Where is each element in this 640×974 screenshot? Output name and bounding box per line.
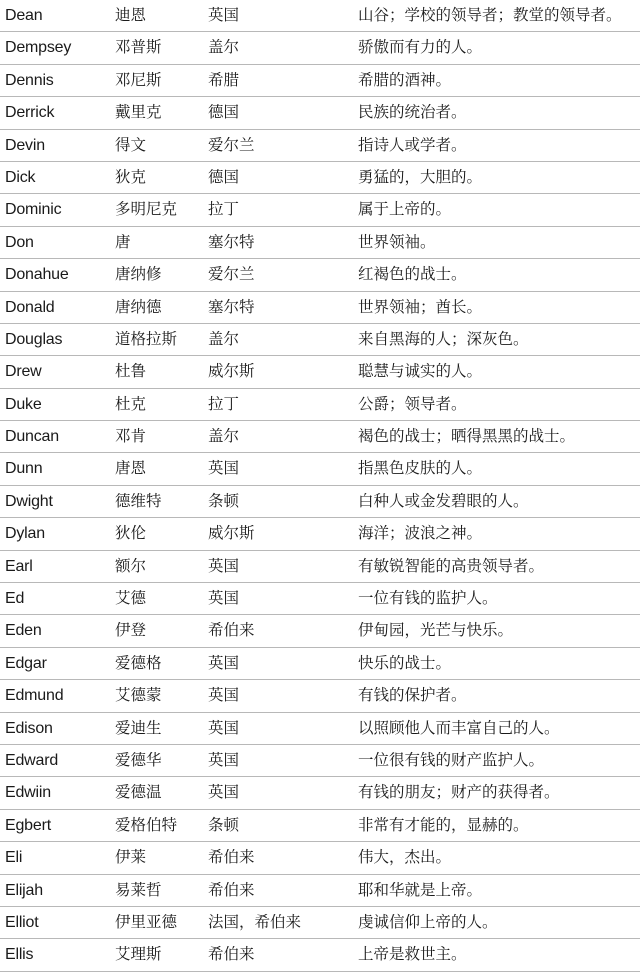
english-name-cell: Dennis — [5, 71, 54, 89]
origin-cell: 条顿 — [208, 815, 240, 834]
chinese-name-cell: 艾德蒙 — [115, 686, 162, 705]
meaning-cell: 指黑色皮肤的人。 — [358, 459, 483, 478]
origin-cell: 英国 — [208, 589, 240, 608]
english-name-cell: Derrick — [5, 104, 55, 122]
table-row — [0, 875, 640, 907]
table-row — [0, 680, 640, 712]
english-name-cell: Edwiin — [5, 784, 51, 802]
english-name-cell: Earl — [5, 557, 33, 575]
origin-cell: 英国 — [208, 718, 240, 737]
table-row — [0, 518, 640, 550]
meaning-cell: 勇猛的，大胆的。 — [358, 167, 483, 186]
origin-cell: 法国，希伯来 — [208, 912, 302, 931]
origin-cell: 英国 — [208, 459, 240, 478]
origin-cell: 条顿 — [208, 491, 240, 510]
chinese-name-cell: 邓尼斯 — [115, 70, 162, 89]
meaning-cell: 有敏锐智能的高贵领导者。 — [358, 556, 545, 575]
table-row — [0, 777, 640, 809]
chinese-name-cell: 伊登 — [115, 621, 147, 640]
table-row — [0, 842, 640, 874]
english-name-cell: Egbert — [5, 816, 51, 834]
chinese-name-cell: 多明尼克 — [115, 200, 178, 219]
meaning-cell: 骄傲而有力的人。 — [358, 38, 483, 57]
english-name-cell: Don — [5, 233, 34, 251]
table-row — [0, 130, 640, 162]
chinese-name-cell: 爱德格 — [115, 653, 162, 672]
chinese-name-cell: 艾理斯 — [115, 945, 162, 964]
english-name-cell: Dick — [5, 168, 36, 186]
english-name-cell: Edward — [5, 751, 59, 769]
table-row — [0, 389, 640, 421]
chinese-name-cell: 爱德华 — [115, 750, 162, 769]
meaning-cell: 海洋；波浪之神。 — [358, 524, 483, 543]
origin-cell: 希伯来 — [208, 621, 255, 640]
meaning-cell: 有钱的朋友；财产的获得者。 — [358, 783, 560, 802]
meaning-cell: 世界领袖；酋长。 — [358, 297, 483, 316]
english-name-cell: Duke — [5, 395, 42, 413]
english-name-cell: Devin — [5, 136, 45, 154]
chinese-name-cell: 唐纳修 — [115, 265, 162, 284]
table-row — [0, 939, 640, 971]
meaning-cell: 公爵；领导者。 — [358, 394, 467, 413]
table-row — [0, 97, 640, 129]
chinese-name-cell: 狄克 — [115, 167, 147, 186]
meaning-cell: 希腊的酒神。 — [358, 70, 452, 89]
origin-cell: 希伯来 — [208, 848, 255, 867]
meaning-cell: 褐色的战士；晒得黑黑的战士。 — [358, 427, 576, 446]
origin-cell: 拉丁 — [208, 200, 240, 219]
english-name-cell: Dwight — [5, 492, 53, 510]
english-name-cell: Edgar — [5, 654, 47, 672]
meaning-cell: 快乐的战士。 — [358, 653, 452, 672]
origin-cell: 德国 — [208, 167, 240, 186]
table-row — [0, 486, 640, 518]
table-row — [0, 162, 640, 194]
meaning-cell: 一位有钱的监护人。 — [358, 589, 498, 608]
chinese-name-cell: 唐恩 — [115, 459, 147, 478]
chinese-name-cell: 爱德温 — [115, 783, 162, 802]
meaning-cell: 伊甸园，光芒与快乐。 — [358, 621, 514, 640]
english-name-cell: Drew — [5, 363, 42, 381]
chinese-name-cell: 邓普斯 — [115, 38, 162, 57]
chinese-name-cell: 艾德 — [115, 589, 147, 608]
chinese-name-cell: 伊莱 — [115, 848, 147, 867]
english-name-cell: Edison — [5, 719, 53, 737]
english-name-cell: Dylan — [5, 525, 45, 543]
meaning-cell: 民族的统治者。 — [358, 103, 467, 122]
origin-cell: 希腊 — [208, 70, 240, 89]
table-row — [0, 0, 640, 32]
english-name-cell: Dean — [5, 7, 43, 24]
chinese-name-cell: 道格拉斯 — [115, 329, 178, 348]
english-name-cell: Elijah — [5, 881, 43, 899]
meaning-cell: 山谷；学校的领导者；教堂的领导者。 — [358, 6, 622, 24]
table-row — [0, 453, 640, 485]
english-name-cell: Elliot — [5, 913, 39, 931]
chinese-name-cell: 唐 — [115, 232, 131, 251]
meaning-cell: 以照顾他人而丰富自己的人。 — [358, 718, 560, 737]
chinese-name-cell: 易莱哲 — [115, 880, 162, 899]
origin-cell: 英国 — [208, 6, 240, 24]
meaning-cell: 世界领袖。 — [358, 232, 436, 251]
english-name-cell: Donahue — [5, 266, 69, 284]
table-row — [0, 32, 640, 64]
chinese-name-cell: 爱迪生 — [115, 718, 162, 737]
chinese-name-cell: 戴里克 — [115, 103, 162, 122]
english-name-cell: Duncan — [5, 428, 59, 446]
origin-cell: 塞尔特 — [208, 297, 255, 316]
english-name-cell: Edmund — [5, 687, 64, 705]
english-name-cell: Dempsey — [5, 39, 72, 57]
origin-cell: 拉丁 — [208, 394, 240, 413]
english-name-cell: Eden — [5, 622, 42, 640]
table-row — [0, 551, 640, 583]
origin-cell: 盖尔 — [208, 38, 240, 57]
table-row — [0, 745, 640, 777]
chinese-name-cell: 杜克 — [115, 394, 147, 413]
chinese-name-cell: 杜鲁 — [115, 362, 147, 381]
table-row — [0, 810, 640, 842]
meaning-cell: 耶和华就是上帝。 — [358, 880, 483, 899]
table-row — [0, 194, 640, 226]
origin-cell: 希伯来 — [208, 945, 255, 964]
origin-cell: 威尔斯 — [208, 524, 255, 543]
meaning-cell: 伟大，杰出。 — [358, 848, 452, 867]
origin-cell: 爱尔兰 — [208, 135, 255, 154]
meaning-cell: 来自黑海的人；深灰色。 — [358, 329, 529, 348]
meaning-cell: 指诗人或学者。 — [358, 135, 467, 154]
table-row — [0, 356, 640, 388]
table-row — [0, 648, 640, 680]
chinese-name-cell: 爱格伯特 — [115, 815, 178, 834]
english-name-cell: Douglas — [5, 330, 63, 348]
english-name-cell: Ed — [5, 590, 25, 608]
meaning-cell: 红褐色的战士。 — [358, 265, 467, 284]
table-row — [0, 259, 640, 291]
meaning-cell: 一位很有钱的财产监护人。 — [358, 750, 545, 769]
meaning-cell: 白种人或金发碧眼的人。 — [358, 491, 529, 510]
chinese-name-cell: 伊里亚德 — [115, 912, 178, 931]
origin-cell: 爱尔兰 — [208, 265, 255, 284]
table-row — [0, 713, 640, 745]
table-row — [0, 65, 640, 97]
table-row — [0, 227, 640, 259]
meaning-cell: 聪慧与诚实的人。 — [358, 362, 483, 381]
chinese-name-cell: 唐纳德 — [115, 297, 162, 316]
chinese-name-cell: 迪恩 — [115, 6, 147, 24]
english-name-cell: Donald — [5, 298, 55, 316]
table-row — [0, 907, 640, 939]
origin-cell: 英国 — [208, 556, 240, 575]
table-row — [0, 421, 640, 453]
table-row — [0, 292, 640, 324]
meaning-cell: 非常有才能的，显赫的。 — [358, 815, 529, 834]
meaning-cell: 有钱的保护者。 — [358, 686, 467, 705]
english-name-cell: Ellis — [5, 946, 34, 964]
origin-cell: 德国 — [208, 103, 240, 122]
english-name-cell: Dominic — [5, 201, 62, 219]
origin-cell: 英国 — [208, 686, 240, 705]
meaning-cell: 属于上帝的。 — [358, 200, 452, 219]
chinese-name-cell: 得文 — [115, 135, 147, 154]
chinese-name-cell: 邓肯 — [115, 427, 147, 446]
english-name-cell: Dunn — [5, 460, 43, 478]
chinese-name-cell: 德维特 — [115, 491, 162, 510]
origin-cell: 英国 — [208, 783, 240, 802]
chinese-name-cell: 狄伦 — [115, 524, 147, 543]
origin-cell: 英国 — [208, 750, 240, 769]
meaning-cell: 虔诚信仰上帝的人。 — [358, 912, 498, 931]
origin-cell: 英国 — [208, 653, 240, 672]
origin-cell: 盖尔 — [208, 427, 240, 446]
origin-cell: 塞尔特 — [208, 232, 255, 251]
table-row — [0, 615, 640, 647]
origin-cell: 希伯来 — [208, 880, 255, 899]
table-row — [0, 583, 640, 615]
origin-cell: 威尔斯 — [208, 362, 255, 381]
meaning-cell: 上帝是救世主。 — [358, 945, 467, 964]
origin-cell: 盖尔 — [208, 329, 240, 348]
chinese-name-cell: 额尔 — [115, 556, 147, 575]
english-name-cell: Eli — [5, 849, 23, 867]
table-row — [0, 324, 640, 356]
